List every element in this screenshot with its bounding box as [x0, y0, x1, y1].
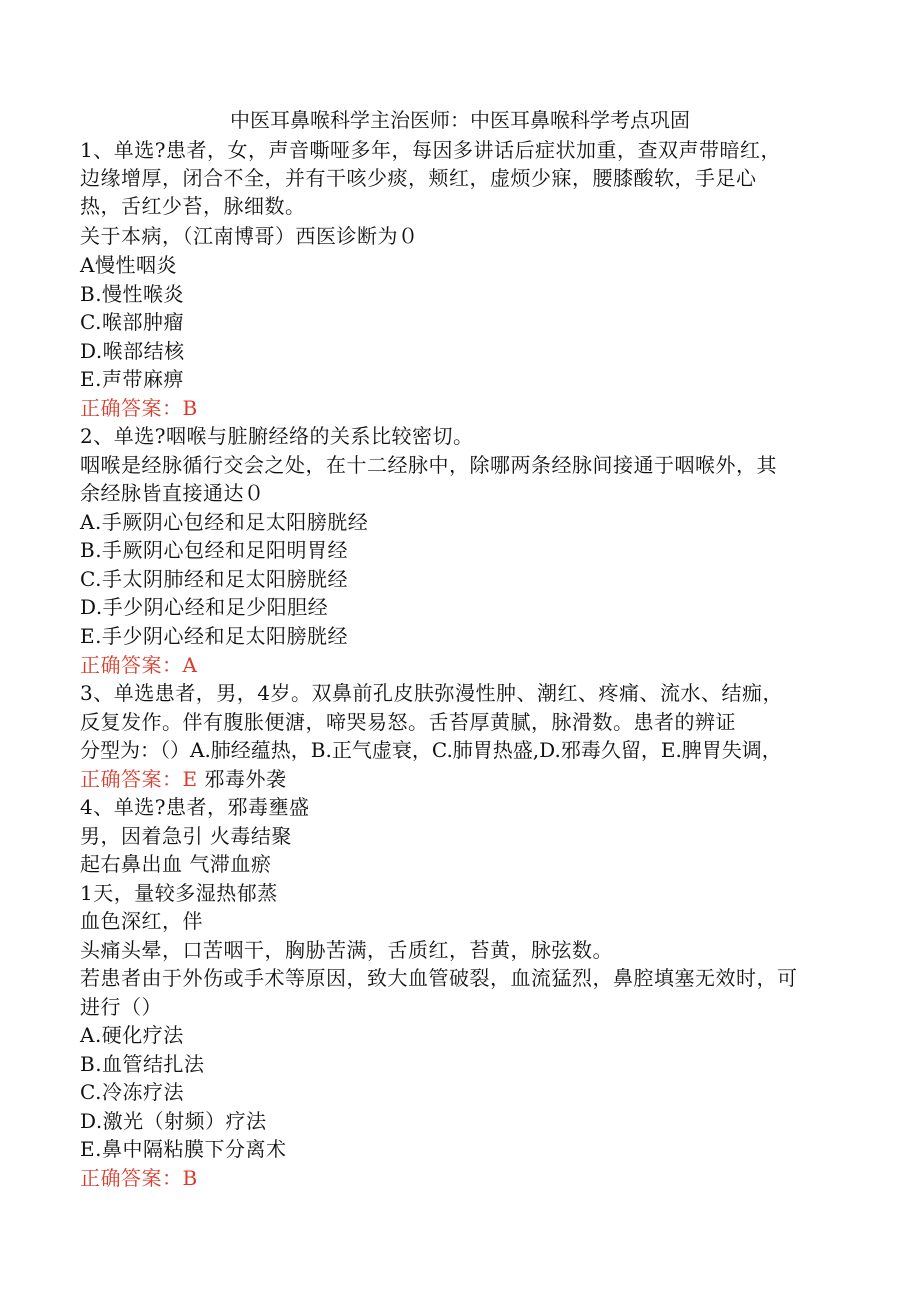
q4-answer: 正确答案：B	[80, 1166, 198, 1190]
q4-stem-line-6: 头痛头晕，口苦咽干，胸胁苦满，舌质红，苔黄，脉弦数。	[80, 938, 613, 962]
q2-stem-line-2: 咽喉是经脉循行交会之处，在十二经脉中，除哪两条经脉间接通于咽喉外，其	[80, 453, 777, 477]
q4-stem-line-1: 4、单选?患者，邪毒壅盛	[80, 795, 310, 819]
q1-stem-line-3: 热，舌红少苔，脉细数。	[80, 194, 306, 218]
q4-option-b: B.血管结扎法	[80, 1052, 205, 1076]
q3-stem-line-2: 反复发作。伴有腹胀便溏，啼哭易怒。舌苔厚黄腻，脉滑数。患者的辨证	[80, 710, 736, 734]
q3-answer-line	[80, 765, 286, 793]
q4-stem-line-3: 起右鼻出血 气滞血瘀	[80, 852, 272, 876]
q4-option-a: A.硬化疗法	[80, 1023, 184, 1047]
q4-option-e: E.鼻中隔粘膜下分离术	[80, 1137, 287, 1161]
q1-stem-line-4: 关于本病，（江南博哥）西医诊断为０	[80, 224, 419, 248]
q4-stem-line-4: 1天，量较多湿热郁蒸	[80, 881, 278, 905]
q4-option-d: D.激光（射频）疗法	[80, 1109, 267, 1133]
q2-option-e: E.手少阴心经和足太阳膀胱经	[80, 624, 348, 648]
q3-stem-line-1: 3、单选患者，男，4岁。双鼻前孔皮肤弥漫性肿、潮红、疼痛、流水、结痂，	[80, 681, 783, 705]
q2-option-c: C.手太阴肺经和足太阳膀胱经	[80, 567, 348, 591]
q2-option-a: A.手厥阴心包经和足太阳膀胱经	[80, 510, 369, 534]
q2-answer: 正确答案：A	[80, 653, 198, 677]
q3-answer: 正确答案：E	[80, 767, 198, 791]
q1-option-a: A慢性咽炎	[80, 253, 177, 277]
q3-answer-tail: 邪毒外袭	[197, 767, 287, 791]
q4-stem-line-7: 若患者由于外伤或手术等原因，致大血管破裂，血流猛烈，鼻腔填塞无效时，可	[80, 966, 798, 990]
q1-option-b: B.慢性喉炎	[80, 282, 185, 306]
q4-stem-line-8: 进行（）	[80, 995, 162, 1019]
q1-option-e: E.声带麻痹	[80, 367, 184, 391]
q2-stem-line-3: 余经脉皆直接通达０	[80, 481, 265, 505]
q2-option-b: B.手厥阴心包经和足阳明胃经	[80, 538, 349, 562]
q1-option-d: D.喉部结核	[80, 339, 185, 363]
q3-stem-line-3: 分型为：（）A.肺经蕴热，B.正气虚衰，C.肺胃热盛,D.邪毒久留，E.脾胃失调，	[80, 738, 782, 762]
q1-answer: 正确答案：B	[80, 396, 198, 420]
q2-option-d: D.手少阴心经和足少阳胆经	[80, 595, 329, 619]
q1-stem-line-1: 1、单选?患者，女，声音嘶哑多年，每因多讲话后症状加重，查双声带暗红，	[80, 138, 781, 162]
q4-stem-line-2: 男，因着急引 火毒结聚	[80, 824, 292, 848]
q1-stem-line-2: 边缘增厚，闭合不全，并有干咳少痰，颊红，虚烦少寐，腰膝酸软，手足心	[80, 166, 757, 190]
q1-option-c: C.喉部肿瘤	[80, 310, 184, 334]
q4-option-c: C.冷冻疗法	[80, 1080, 184, 1104]
q2-stem-line-1: 2、单选?咽喉与脏腑经络的关系比较密切。	[80, 424, 474, 448]
document-title: 中医耳鼻喉科学主治医师：中医耳鼻喉科学考点巩固	[230, 108, 690, 132]
q4-stem-line-5: 血色深红，伴	[80, 909, 203, 933]
